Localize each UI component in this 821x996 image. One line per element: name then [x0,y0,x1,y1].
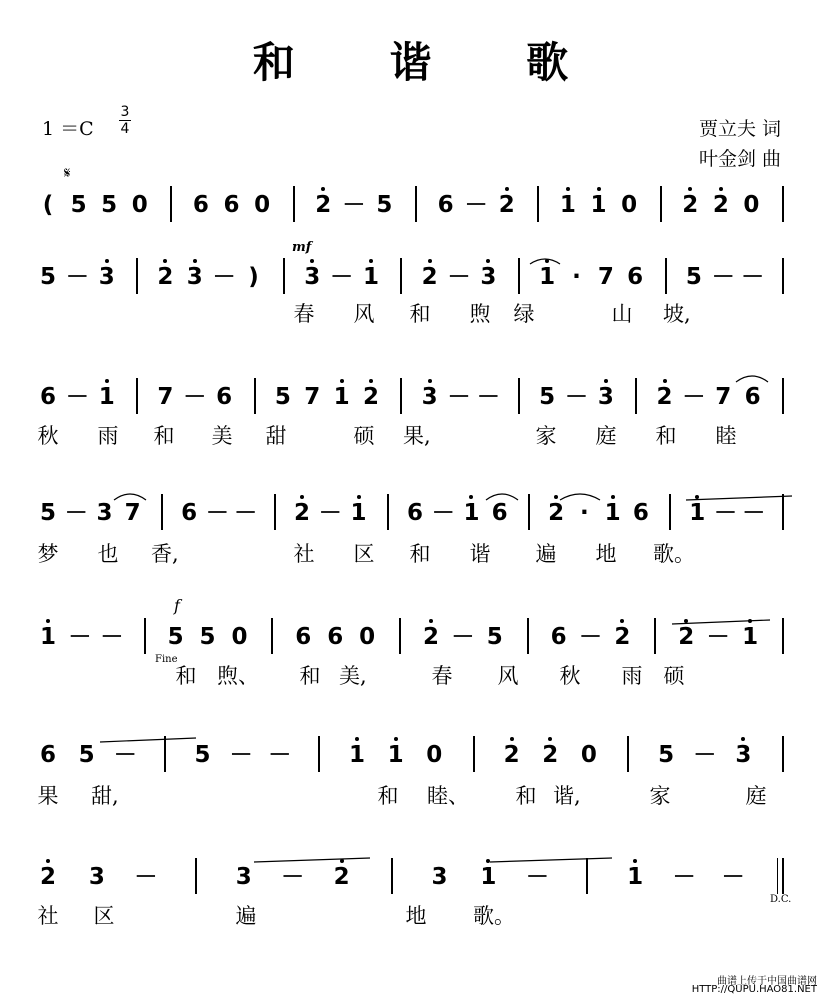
note: 7 [157,384,174,410]
note: 0 [621,192,638,218]
lyric-syllable: 歌。 [473,904,515,928]
extension-dash: － [564,384,588,410]
note: 0 [743,192,760,218]
lyric-syllable: 风 [497,664,519,688]
bracket: ( [42,192,54,218]
dot-mark: · [580,500,589,526]
note: 5 [539,384,556,410]
extension-dash: － [721,864,745,890]
extension-dash: － [672,864,696,890]
extension-dash: － [342,192,366,218]
lyric-syllable: 地 [595,542,617,566]
lyric-syllable: 谐 [469,542,491,566]
note: 1 [623,862,647,892]
note: 2 [311,190,335,220]
note: 2 [678,190,702,220]
note: 5 [274,384,291,410]
extension-dash: － [229,742,253,768]
note: 6 [39,742,56,768]
note: 1 [330,382,354,412]
note: 7 [304,384,321,410]
note: 1 [601,498,625,528]
note: 0 [426,742,443,768]
tie [490,858,612,862]
note: 5 [658,742,675,768]
lyric-syllable: 和 [377,784,399,808]
note: 2 [495,190,519,220]
lyric-syllable: 山 [611,302,633,326]
lyric-syllable: 硕 [353,424,375,448]
note: 1 [587,190,611,220]
note: 0 [580,742,597,768]
note: 2 [653,382,677,412]
footer-url: HTTP://QUPU.HAO81.NET [691,984,817,995]
note: 3 [418,382,442,412]
key-signature: 1 ＝C [42,118,94,140]
note: 5 [685,264,702,290]
note: 0 [254,192,271,218]
lyric-syllable: 甜, [91,784,119,808]
note: 1 [345,740,369,770]
extension-dash: － [579,624,603,650]
note: 1 [738,622,762,652]
note: 1 [384,740,408,770]
extension-dash: － [183,384,207,410]
note: 6 [39,384,56,410]
extension-dash: － [281,864,305,890]
lyric-syllable: 坡, [663,302,691,326]
tie [100,738,196,742]
segno-sign: 𝄋 [64,164,71,182]
tie [686,496,792,500]
lyric-syllable: 遍 [235,904,257,928]
note: 1 [459,498,483,528]
lyric-syllable: 地 [405,904,427,928]
lyric-syllable: 睦 [715,424,737,448]
note: 2 [419,622,443,652]
lyric-syllable: 区 [353,542,375,566]
lyric-syllable: 煦、 [217,664,259,688]
lyric-syllable: 甜 [265,424,287,448]
extension-dash: － [205,500,229,526]
note: 2 [500,740,524,770]
note: 1 [359,262,383,292]
note: 5 [39,500,56,526]
lyric-syllable: 和 [299,664,321,688]
note: 2 [330,862,354,892]
slur [530,259,560,264]
note: 0 [131,192,148,218]
extension-dash: － [447,264,471,290]
note: 7 [124,500,141,526]
extension-dash: － [65,384,89,410]
extension-dash: － [113,742,137,768]
time-bottom: 4 [120,121,130,137]
note: 5 [70,192,87,218]
note: 3 [183,262,207,292]
time-top: 3 [120,104,130,120]
lyric-syllable: 绿 [513,302,535,326]
lyric-syllable: 和 [153,424,175,448]
lyric-syllable: 美 [211,424,233,448]
note: 3 [95,262,119,292]
note: 2 [418,262,442,292]
note: 1 [476,862,500,892]
note: 6 [627,264,644,290]
note: 2 [290,498,314,528]
dot-mark: · [572,264,581,290]
tie [672,620,770,624]
note: 5 [78,742,95,768]
dynamic-f: f [174,596,180,615]
extension-dash: － [741,264,765,290]
composer-credit: 叶金剑 曲 [698,148,781,170]
note: 2 [359,382,383,412]
note: 6 [181,500,198,526]
note: 2 [36,862,60,892]
lyric-syllable: 家 [649,784,671,808]
note: 6 [406,500,423,526]
lyric-syllable: 谐, [553,784,581,808]
note: 0 [231,624,248,650]
note: 6 [327,624,344,650]
slur [560,494,600,500]
extension-dash: － [742,500,766,526]
lyric-syllable: 遍 [535,542,557,566]
extension-dash: － [682,384,706,410]
note: 1 [95,382,119,412]
note: 3 [476,262,500,292]
note: 1 [535,262,559,292]
note: 7 [597,264,614,290]
lyric-syllable: 秋 [559,664,581,688]
note: 6 [295,624,312,650]
extension-dash: － [330,264,354,290]
note: 5 [486,624,503,650]
fine-mark: Fine [155,654,178,665]
extension-dash: － [268,742,292,768]
lyric-syllable: 社 [37,904,59,928]
lyric-syllable: 果 [37,784,59,808]
lyric-syllable: 雨 [621,664,643,688]
bracket: ) [248,264,259,290]
lyric-syllable: 春 [431,664,453,688]
slur [736,376,768,382]
note: 3 [96,500,113,526]
extension-dash: － [464,192,488,218]
tie [254,858,370,862]
extension-dash: － [706,624,730,650]
lyric-syllable: 春 [293,302,315,326]
lyric-syllable: 和 [409,302,431,326]
extension-dash: － [447,384,471,410]
extension-dash: － [525,864,549,890]
lyricist-credit: 贾立夫 词 [698,118,781,140]
extension-dash: － [476,384,500,410]
lyric-syllable: 歌。 [653,542,695,566]
note: 6 [216,384,233,410]
lyric-syllable: 和 [515,784,537,808]
note: 6 [744,384,761,410]
lyric-syllable: 也 [97,542,119,566]
lyric-syllable: 香, [151,542,179,566]
lyric-syllable: 秋 [37,424,59,448]
note: 6 [223,192,240,218]
note: 2 [610,622,634,652]
note: 7 [715,384,732,410]
slur [114,494,146,500]
lyric-syllable: 美, [339,664,367,688]
note: 2 [538,740,562,770]
extension-dash: － [318,500,342,526]
note: 6 [437,192,454,218]
lyric-syllable: 家 [535,424,557,448]
footer-site: 曲谱上传于中国曲谱网 [717,976,817,987]
note: 5 [167,624,184,650]
extension-dash: － [134,864,158,890]
note: 5 [376,192,393,218]
extension-dash: － [451,624,475,650]
note: 2 [544,498,568,528]
note: 5 [194,742,211,768]
note: 3 [88,864,105,890]
note: 1 [556,190,580,220]
extension-dash: － [711,264,735,290]
lyric-syllable: 煦 [469,302,491,326]
note: 3 [594,382,618,412]
note: 3 [235,864,252,890]
extension-dash: － [64,500,88,526]
note: 0 [359,624,376,650]
note: 1 [685,498,709,528]
note: 6 [491,500,508,526]
lyric-syllable: 和 [409,542,431,566]
note: 5 [199,624,216,650]
note: 6 [192,192,209,218]
extension-dash: － [100,624,124,650]
note: 2 [709,190,733,220]
lyric-syllable: 雨 [97,424,119,448]
note: 1 [36,622,60,652]
lyric-syllable: 果, [403,424,431,448]
lyric-syllable: 区 [93,904,115,928]
note: 3 [300,262,324,292]
song-title: 和 谐 歌 [252,38,609,87]
note: 6 [632,500,649,526]
lyric-syllable: 风 [353,302,375,326]
note: 3 [731,740,755,770]
extension-dash: － [714,500,738,526]
dynamic-mf: mf [292,240,312,255]
note: 5 [101,192,118,218]
note: 5 [39,264,56,290]
note: 2 [674,622,698,652]
extension-dash: － [234,500,258,526]
extension-dash: － [431,500,455,526]
extension-dash: － [68,624,92,650]
note: 1 [347,498,371,528]
dc-mark: D.C. [770,894,792,905]
note: 2 [153,262,177,292]
lyric-syllable: 和 [655,424,677,448]
slur [486,494,518,500]
lyric-syllable: 庭 [745,784,767,808]
lyric-syllable: 庭 [595,424,617,448]
lyric-syllable: 硕 [663,664,685,688]
lyric-syllable: 社 [293,542,315,566]
extension-dash: － [693,742,717,768]
extension-dash: － [65,264,89,290]
lyric-syllable: 睦、 [427,784,469,808]
note: 6 [550,624,567,650]
note: 3 [431,864,448,890]
extension-dash: － [212,264,236,290]
lyric-syllable: 和 [175,664,197,688]
lyric-syllable: 梦 [37,542,59,566]
